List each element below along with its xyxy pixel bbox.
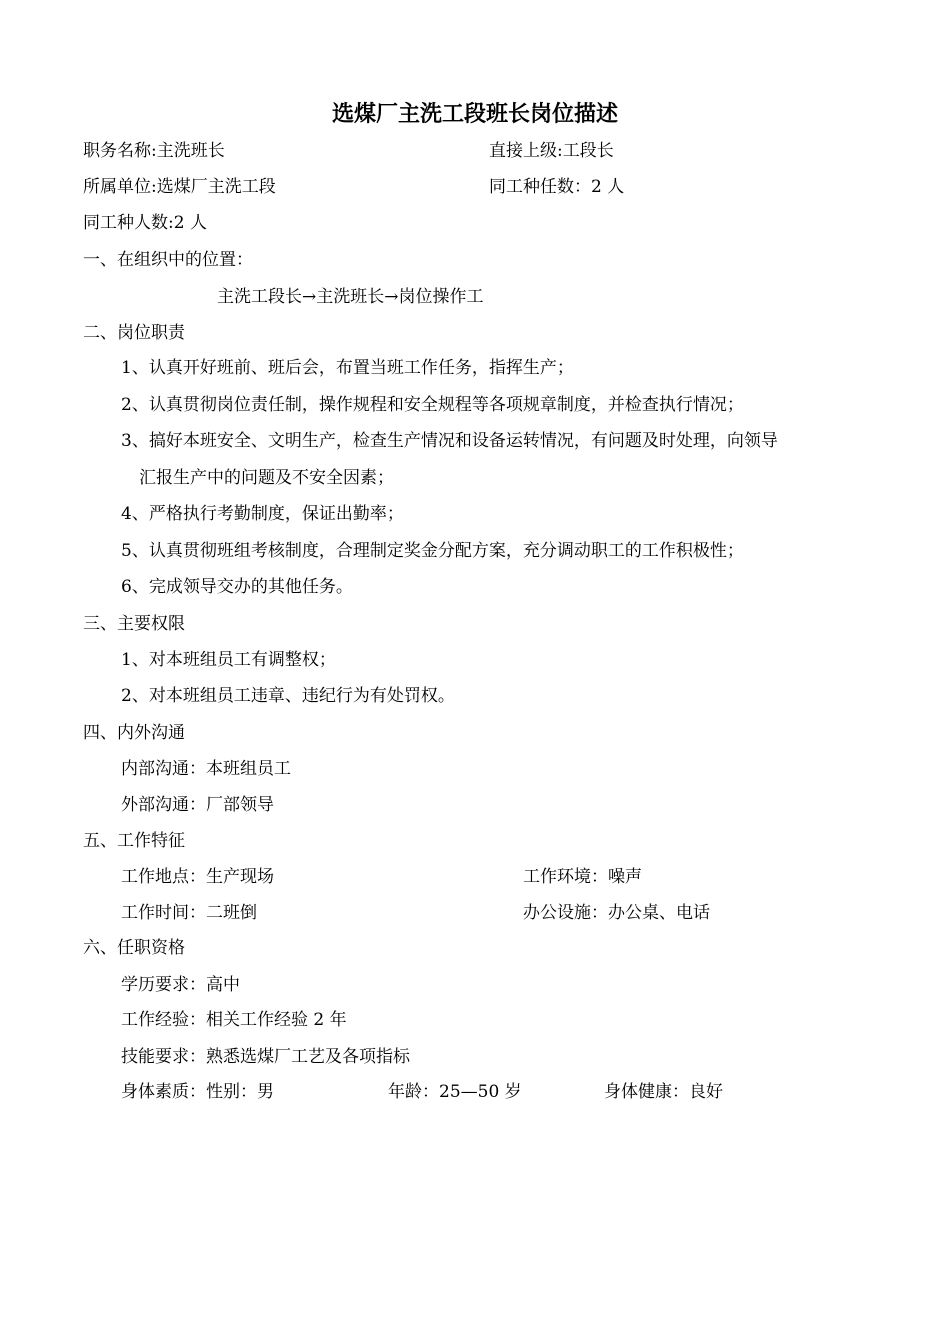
same-post-count: 同工种任数：2 人 xyxy=(489,177,625,197)
internal-communication: 内部沟通：本班组员工 xyxy=(121,759,291,779)
health-requirement: 身体健康：良好 xyxy=(604,1082,723,1102)
duty-item: 4、严格执行考勤制度，保证出勤率； xyxy=(121,504,404,524)
duty-item: 6、完成领导交办的其他任务。 xyxy=(121,577,353,597)
section-2-heading: 二、岗位职责 xyxy=(83,323,185,343)
section-6-heading: 六、任职资格 xyxy=(83,938,185,958)
duty-item-continued: 汇报生产中的问题及不安全因素； xyxy=(139,468,394,488)
education-requirement: 学历要求：高中 xyxy=(121,975,240,995)
authority-item: 2、对本班组员工违章、违纪行为有处罚权。 xyxy=(121,686,455,706)
page-title: 选煤厂主洗工段班长岗位描述 xyxy=(331,101,618,127)
work-experience: 工作经验：相关工作经验 2 年 xyxy=(121,1010,347,1030)
section-1-heading: 一、在组织中的位置： xyxy=(83,250,253,270)
age-requirement: 年龄：25—50 岁 xyxy=(388,1082,522,1102)
org-chain: 主洗工段长→主洗班长→岗位操作工 xyxy=(217,287,484,307)
work-time: 工作时间：二班倒 xyxy=(121,903,257,923)
office-facilities: 办公设施：办公桌、电话 xyxy=(523,903,710,923)
work-location: 工作地点：生产现场 xyxy=(121,867,274,887)
section-4-heading: 四、内外沟通 xyxy=(83,723,185,743)
unit: 所属单位:选煤厂主洗工段 xyxy=(83,177,276,197)
external-communication: 外部沟通：厂部领导 xyxy=(121,795,274,815)
section-3-heading: 三、主要权限 xyxy=(83,614,185,634)
direct-superior: 直接上级:工段长 xyxy=(489,141,614,161)
duty-item: 3、搞好本班安全、文明生产，检查生产情况和设备运转情况，有问题及时处理，向领导 xyxy=(121,431,778,451)
section-5-heading: 五、工作特征 xyxy=(83,831,185,851)
work-environment: 工作环境：噪声 xyxy=(523,867,642,887)
duty-item: 1、认真开好班前、班后会，布置当班工作任务，指挥生产； xyxy=(121,358,574,378)
physical-gender: 身体素质：性别：男 xyxy=(121,1082,274,1102)
skill-requirement: 技能要求：熟悉选煤厂工艺及各项指标 xyxy=(121,1047,410,1067)
authority-item: 1、对本班组员工有调整权； xyxy=(121,650,336,670)
job-name: 职务名称:主洗班长 xyxy=(83,141,225,161)
duty-item: 2、认真贯彻岗位责任制，操作规程和安全规程等各项规章制度，并检查执行情况； xyxy=(121,395,744,415)
same-type-count: 同工种人数:2 人 xyxy=(83,213,207,233)
duty-item: 5、认真贯彻班组考核制度，合理制定奖金分配方案，充分调动职工的工作积极性； xyxy=(121,541,744,561)
